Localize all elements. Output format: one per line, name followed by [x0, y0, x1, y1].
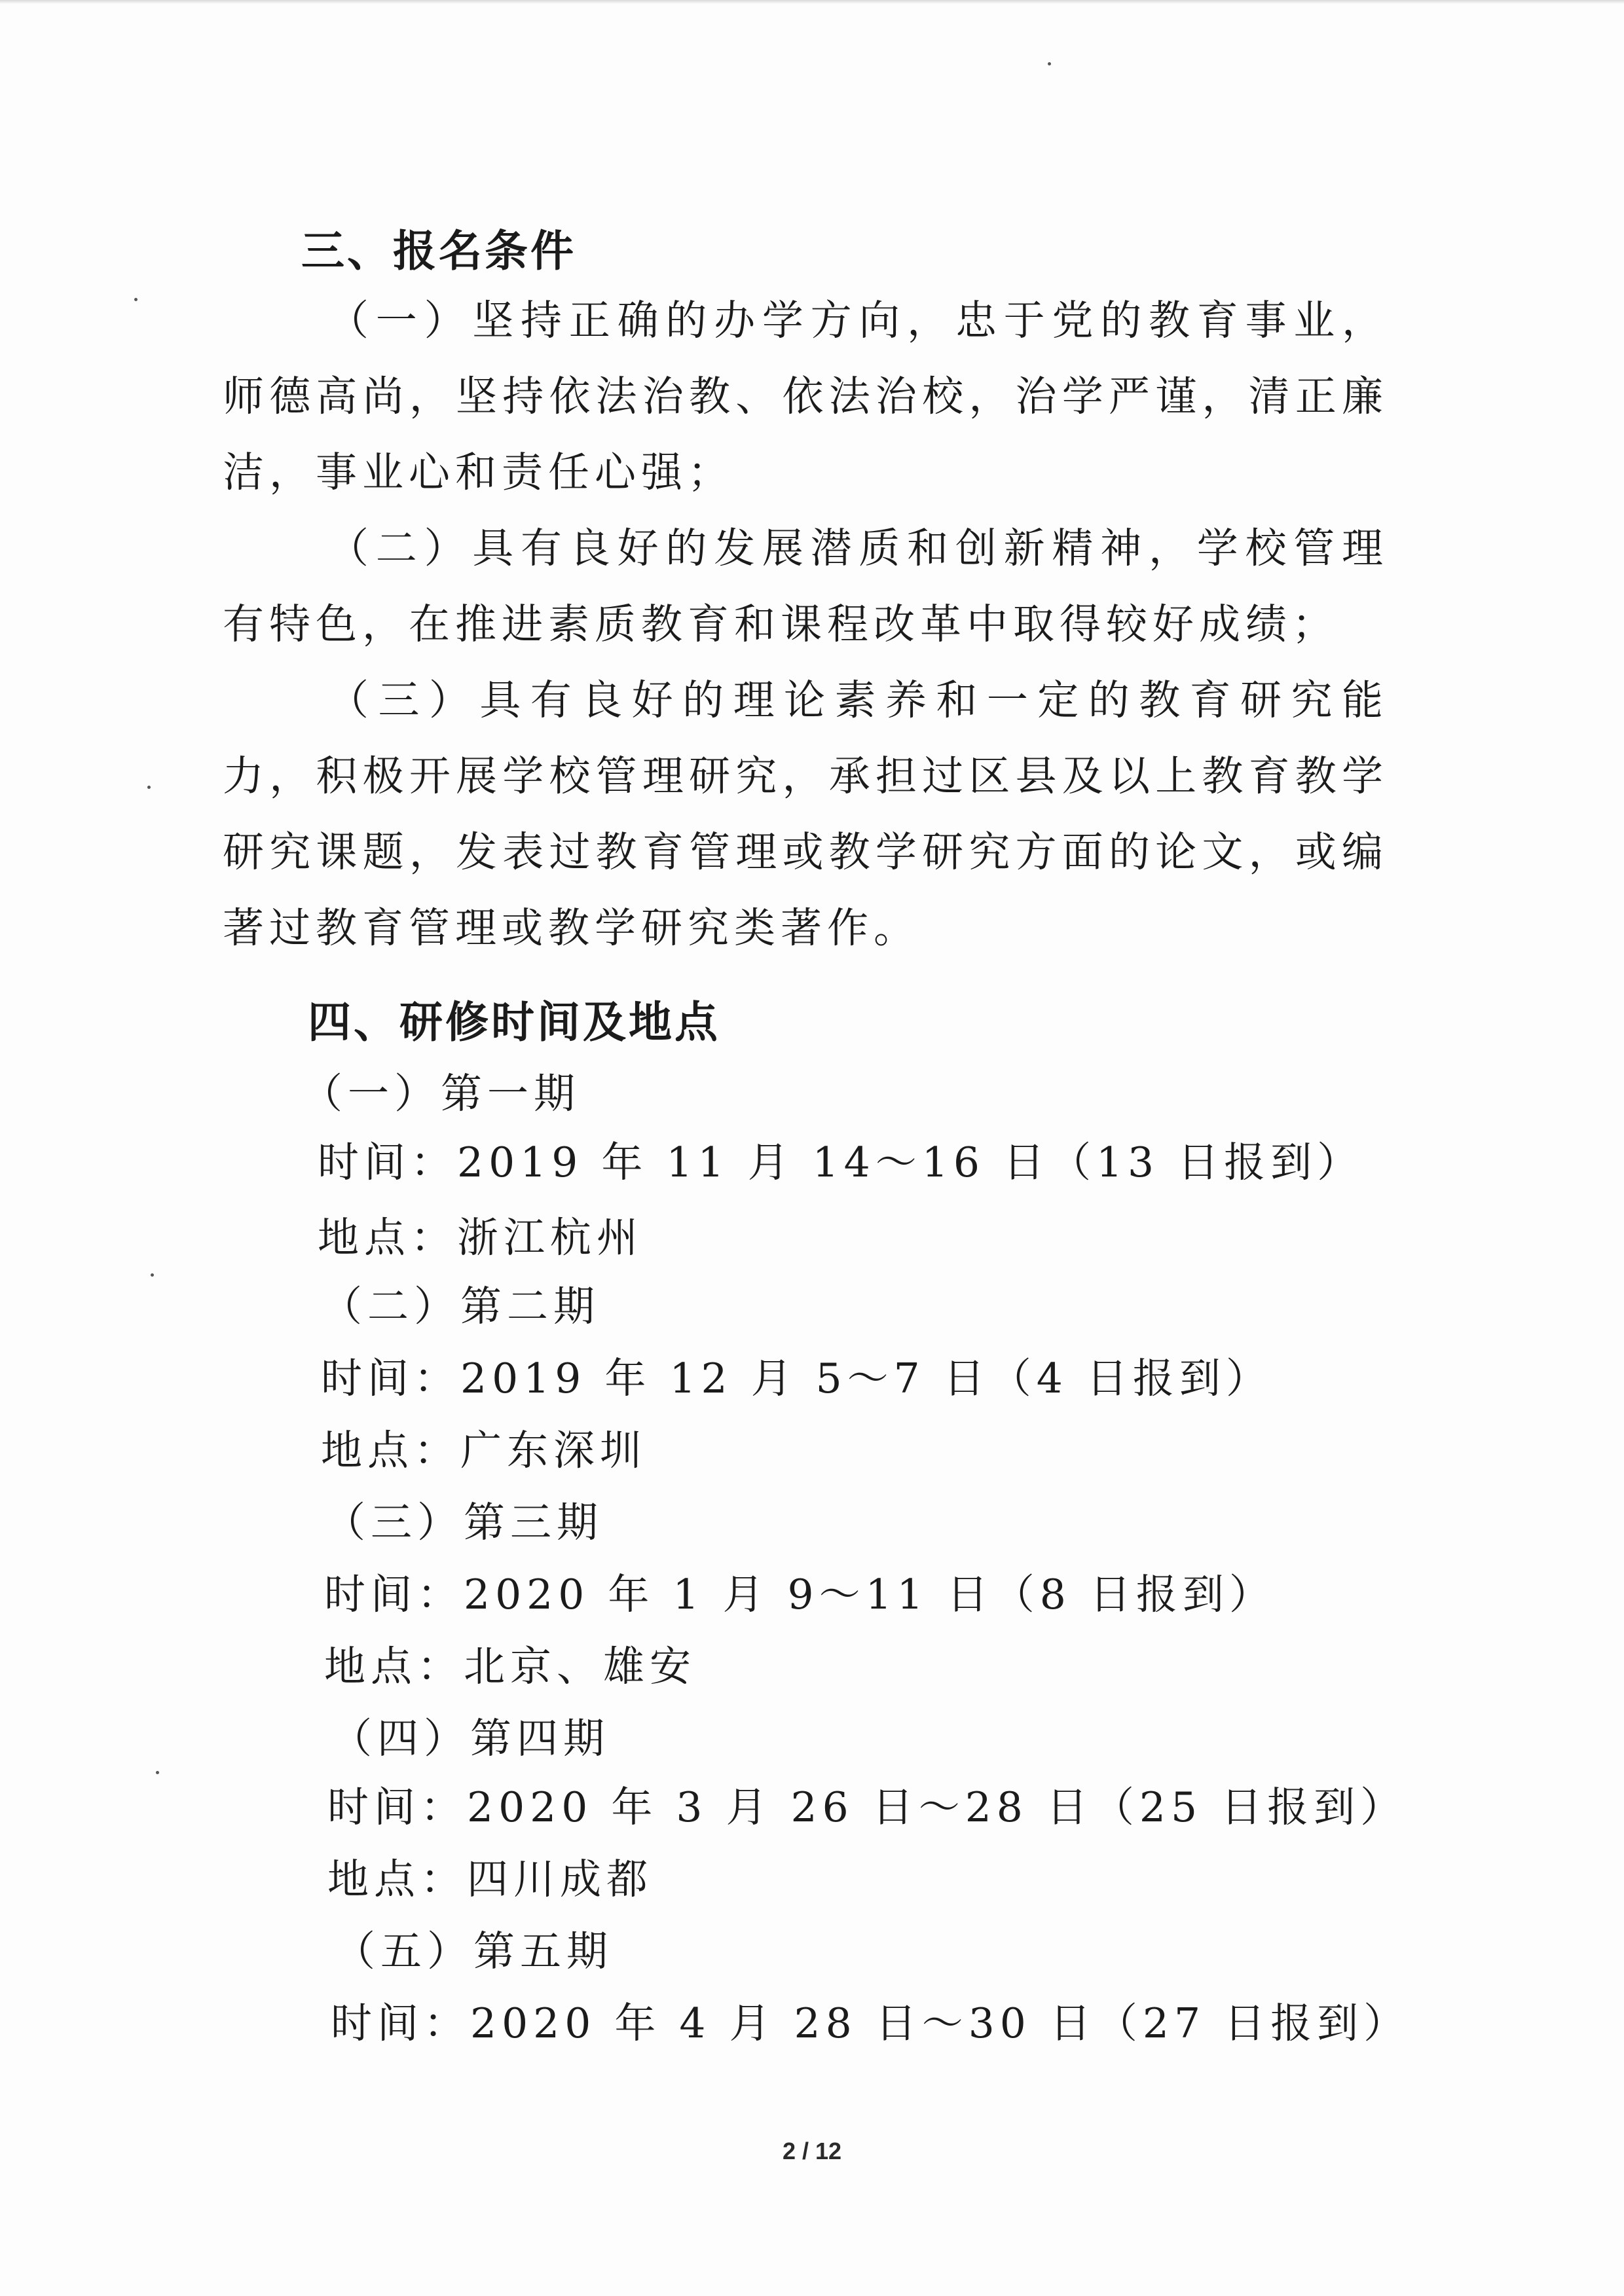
- session-time: 时间：2019 年 11 月 14～16 日（13 日报到）: [318, 1139, 1364, 1186]
- scan-edge: [0, 0, 1624, 4]
- session-title: （四）第四期: [331, 1715, 610, 1762]
- condition-item-2: （二）具有良好的发展潜质和创新精神，学校管理有特色，在推进素质教育和课程改革中取得较好成绩；: [223, 524, 1388, 648]
- session-time: 时间：2020 年 4 月 28 日～30 日（27 日报到）: [331, 1999, 1411, 2047]
- session-place: 地点：广东深圳: [321, 1427, 646, 1474]
- session-time: 时间：2020 年 3 月 26 日～28 日（25 日报到）: [327, 1783, 1407, 1831]
- session-title: （三）第三期: [324, 1499, 603, 1546]
- session-time: 时间：2019 年 12 月 5～7 日（4 日报到）: [321, 1355, 1272, 1402]
- session-title: （一）第一期: [301, 1070, 580, 1118]
- condition-item-3: （三）具有良好的理论素养和一定的教育研究能力，积极开展学校管理研究，承担过区县及以上教育教学研究课题，发表过教育管理或教学研究方面的论文，或编著过教育管理或教学研究类著作。: [223, 676, 1388, 952]
- page-number: 2 / 12: [782, 2138, 842, 2164]
- session-time: 时间：2020 年 1 月 9～11 日（8 日报到）: [324, 1571, 1276, 1618]
- session-place: 地点：北京、雄安: [324, 1643, 696, 1690]
- scan-speck: [151, 1273, 154, 1277]
- session-title: （二）第二期: [321, 1283, 600, 1330]
- scan-speck: [1048, 62, 1051, 65]
- session-place: 地点：四川成都: [327, 1855, 653, 1903]
- session-title: （五）第五期: [334, 1927, 613, 1975]
- session-place: 地点：浙江杭州: [318, 1214, 643, 1262]
- condition-item-1: （一）坚持正确的办学方向，忠于党的教育事业，师德高尚，坚持依法治教、依法治校，治学严谨，清正廉洁，事业心和责任心强；: [223, 297, 1388, 496]
- scan-speck: [156, 1771, 159, 1774]
- scan-speck: [134, 298, 138, 301]
- section-heading-4: 四、研修时间及地点: [308, 997, 720, 1048]
- section-heading-3: 三、报名条件: [301, 226, 576, 276]
- scan-speck: [147, 786, 151, 789]
